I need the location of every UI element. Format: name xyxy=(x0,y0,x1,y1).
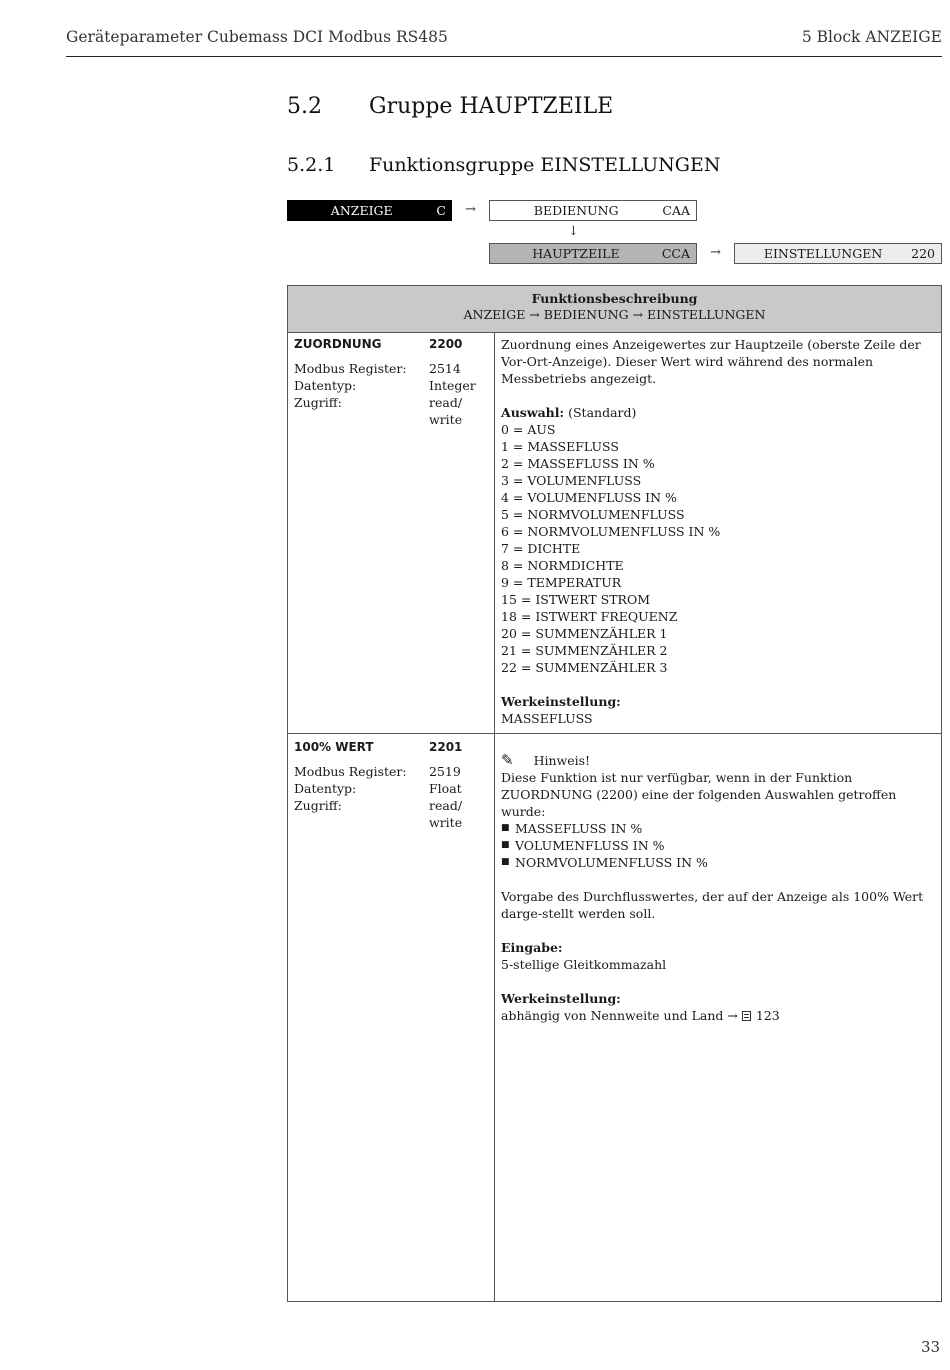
section-number: 5.2 xyxy=(287,94,322,119)
table-header-title: Funktionsbeschreibung xyxy=(531,291,698,306)
param-row xyxy=(294,763,489,780)
function-table xyxy=(287,285,942,1302)
row-divider xyxy=(288,733,941,734)
option-item: 3 = VOLUMENFLUSS xyxy=(501,473,642,488)
table-header xyxy=(288,286,941,333)
option-item: 15 = ISTWERT STROM xyxy=(501,592,650,607)
default-label: Werkeinstellung: xyxy=(501,694,621,709)
param-row xyxy=(294,377,489,394)
input-label: Eingabe: xyxy=(501,940,563,955)
param-key: Modbus Register: xyxy=(294,764,407,779)
input-value: 5-stellige Gleitkommazahl xyxy=(501,957,667,972)
nav-box-anzeige xyxy=(287,200,452,221)
table-row-zuordnung-params xyxy=(294,336,489,428)
nav-hauptzeile-code: CCA xyxy=(661,246,690,261)
option-item: 0 = AUS xyxy=(501,422,556,437)
bullet-list xyxy=(501,820,939,871)
param-key: Datentyp: xyxy=(294,781,357,796)
nav-anzeige-label: ANZEIGE xyxy=(330,203,393,218)
param-value: Float xyxy=(429,781,462,796)
param-value: read/ xyxy=(429,395,463,410)
default-value-line xyxy=(501,1007,939,1024)
param-row xyxy=(294,797,489,814)
function-name-row xyxy=(294,336,489,353)
param-row xyxy=(294,814,489,831)
param-row xyxy=(294,360,489,377)
header-title: Geräteparameter Cubemass DCI Modbus RS485 xyxy=(66,28,448,46)
param-key: Zugriff: xyxy=(294,395,342,410)
nav-anzeige-code: C xyxy=(436,203,446,218)
option-item: 20 = SUMMENZÄHLER 1 xyxy=(501,626,668,641)
param-row xyxy=(294,394,489,411)
description-text: Vorgabe des Durchflusswertes, der auf der Anzeige als 100% Wert darge-stellt werden soll. xyxy=(501,889,924,921)
header-chapter: 5 Block ANZEIGE xyxy=(801,28,942,46)
bullet-text: MASSEFLUSS IN % xyxy=(515,821,643,836)
default-value: abhängig von Nennweite und Land → xyxy=(501,1008,742,1023)
bullet-text: VOLUMENFLUSS IN % xyxy=(515,838,665,853)
table-header-path: ANZEIGE → BEDIENUNG → EINSTELLUNGEN xyxy=(463,307,766,322)
function-name: ZUORDNUNG xyxy=(294,337,382,351)
options-list xyxy=(501,421,939,676)
subsection-title: Funktionsgruppe EINSTELLUNGEN xyxy=(369,154,721,176)
hint-text: Diese Funktion ist nur verfügbar, wenn in der Funktion ZUORDNUNG (2200) eine der folgenden Auswahlen getroffen wurde: xyxy=(501,770,897,819)
nav-bedienung-label: BEDIENUNG xyxy=(533,203,619,218)
hint-heading xyxy=(501,752,939,769)
hint-label: Hinweis! xyxy=(533,753,591,768)
option-item: 2 = MASSEFLUSS IN % xyxy=(501,456,655,471)
option-item: 22 = SUMMENZÄHLER 3 xyxy=(501,660,668,675)
bullet-item xyxy=(501,854,939,871)
bullet-text: NORMVOLUMENFLUSS IN % xyxy=(515,855,708,870)
default-label: Werkeinstellung: xyxy=(501,991,621,1006)
param-value: Integer xyxy=(429,378,476,393)
nav-hauptzeile-label: HAUPTZEILE xyxy=(532,246,620,261)
function-code: 2200 xyxy=(429,337,463,351)
option-item: 8 = NORMDICHTE xyxy=(501,558,624,573)
table-row-100-wert-description xyxy=(501,752,939,1024)
option-item: 6 = NORMVOLUMENFLUSS IN % xyxy=(501,524,721,539)
table-row-100-wert-params xyxy=(294,739,489,831)
page-reference-link[interactable]: 123 xyxy=(755,1008,780,1023)
param-key xyxy=(294,411,429,428)
nav-einstellungen-code: 220 xyxy=(911,246,935,261)
param-value: write xyxy=(429,815,463,830)
arrow-right-icon: → xyxy=(465,202,476,217)
nav-box-hauptzeile xyxy=(489,243,697,264)
arrow-right-icon: → xyxy=(710,245,721,260)
option-item: 21 = SUMMENZÄHLER 2 xyxy=(501,643,668,658)
param-value: read/ xyxy=(429,798,463,813)
bullet-item xyxy=(501,820,939,837)
default-value: MASSEFLUSS xyxy=(501,711,593,726)
option-item: 7 = DICHTE xyxy=(501,541,581,556)
function-code: 2201 xyxy=(429,740,463,754)
option-item: 5 = NORMVOLUMENFLUSS xyxy=(501,507,685,522)
param-row xyxy=(294,411,489,428)
function-name: 100% WERT xyxy=(294,740,374,754)
option-item: 1 = MASSEFLUSS xyxy=(501,439,619,454)
choice-heading xyxy=(501,404,939,421)
nav-box-einstellungen xyxy=(734,243,942,264)
choice-note: (Standard) xyxy=(564,405,637,420)
table-row-zuordnung-description xyxy=(501,336,939,727)
bullet-item xyxy=(501,837,939,854)
param-value: 2514 xyxy=(429,361,461,376)
nav-bedienung-code: CAA xyxy=(662,203,690,218)
param-key: Zugriff: xyxy=(294,798,342,813)
param-key: Modbus Register: xyxy=(294,361,407,376)
function-name-row xyxy=(294,739,489,756)
param-row xyxy=(294,780,489,797)
arrow-down-icon: ↓ xyxy=(568,224,579,239)
param-value: write xyxy=(429,412,463,427)
document-ref-icon xyxy=(742,1011,751,1021)
param-value: 2519 xyxy=(429,764,461,779)
nav-box-bedienung xyxy=(489,200,697,221)
section-title: Gruppe HAUPTZEILE xyxy=(369,94,614,119)
param-key xyxy=(294,814,429,831)
pencil-icon: ✎ xyxy=(501,751,514,769)
bullet-square-icon: ■ xyxy=(501,823,510,833)
option-item: 4 = VOLUMENFLUSS IN % xyxy=(501,490,677,505)
option-item: 18 = ISTWERT FREQUENZ xyxy=(501,609,678,624)
subsection-number: 5.2.1 xyxy=(287,154,336,176)
description-text: Zuordnung eines Anzeigewertes zur Hauptzeile (oberste Zeile der Vor-Ort-Anzeige). Dieser Wert wird während des normalen Messbetriebs angezeigt. xyxy=(501,337,921,386)
page-number: 33 xyxy=(921,1338,941,1356)
nav-einstellungen-label: EINSTELLUNGEN xyxy=(763,246,883,261)
column-divider xyxy=(494,332,495,1301)
choice-label: Auswahl: xyxy=(501,405,565,420)
option-item: 9 = TEMPERATUR xyxy=(501,575,622,590)
bullet-square-icon: ■ xyxy=(501,840,510,850)
header-rule xyxy=(66,56,942,57)
bullet-square-icon: ■ xyxy=(501,857,510,867)
param-key: Datentyp: xyxy=(294,378,357,393)
